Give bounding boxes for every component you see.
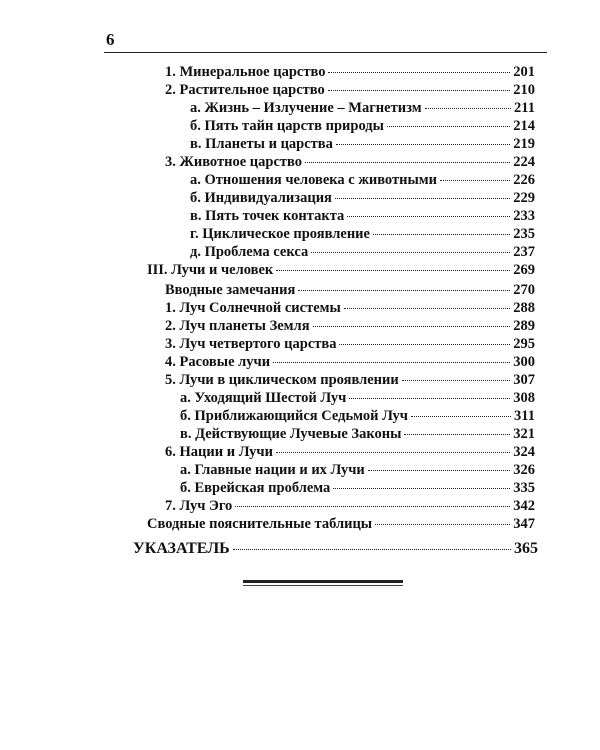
toc-entry-page: 224 <box>513 154 535 170</box>
toc-entry <box>190 172 535 190</box>
toc-entry-page: 289 <box>513 318 535 334</box>
toc-entry <box>190 244 535 262</box>
toc-entry-title: б. Еврейская проблема <box>180 480 331 496</box>
toc-entry-page: 214 <box>513 118 535 134</box>
dot-leader <box>344 308 510 309</box>
toc-entry-page: 342 <box>513 498 535 514</box>
toc-entry-page: 308 <box>513 390 535 406</box>
toc-index-entry <box>133 540 538 558</box>
toc-entry-title: а. Отношения человека с животными <box>190 172 438 188</box>
toc-entry-title: 3. Животное царство <box>165 154 302 170</box>
toc-entry <box>165 300 535 318</box>
toc-entry-title: г. Циклическое проявление <box>190 226 370 242</box>
toc-entry <box>190 190 535 208</box>
dot-leader <box>276 270 510 271</box>
toc-entry <box>180 390 535 408</box>
toc-entry <box>165 154 535 172</box>
dot-leader <box>347 216 510 217</box>
toc-entry <box>180 426 535 444</box>
toc-entry-title: 3. Луч четвертого царства <box>165 336 337 352</box>
toc-entry-page: 233 <box>513 208 535 224</box>
dot-leader <box>335 198 510 199</box>
toc-entry-page: 288 <box>513 300 535 316</box>
dot-leader <box>375 524 510 525</box>
toc-entry <box>147 516 535 534</box>
dot-leader <box>235 506 510 507</box>
toc-entry-title: б. Приближающийся Седьмой Луч <box>180 408 408 424</box>
toc-entry-page: 226 <box>513 172 535 188</box>
toc-entry-page: 307 <box>513 372 535 388</box>
toc-entry-title: 4. Расовые лучи <box>165 354 271 370</box>
dot-leader <box>402 380 511 381</box>
toc-entry <box>165 354 535 372</box>
dot-leader <box>404 434 510 435</box>
dot-leader <box>336 144 510 145</box>
toc-entry <box>165 336 535 354</box>
toc-entry <box>190 100 535 118</box>
dot-leader <box>387 126 510 127</box>
toc-entry-page: 295 <box>513 336 535 352</box>
dot-leader <box>305 162 510 163</box>
toc-entry-title: III. Лучи и человек <box>147 262 274 278</box>
toc-entry-page: 335 <box>513 480 535 496</box>
toc-entry-page: 365 <box>514 540 538 557</box>
end-divider-thin <box>243 585 403 586</box>
toc-entry-title: а. Жизнь – Излучение – Магнетизм <box>190 100 422 116</box>
toc-entry-page: 229 <box>513 190 535 206</box>
toc-entry-title: в. Пять точек контакта <box>190 208 345 224</box>
toc-entry-page: 347 <box>513 516 535 532</box>
toc-entry <box>165 282 535 300</box>
toc-entry <box>165 82 535 100</box>
toc-entry-page: 326 <box>513 462 535 478</box>
dot-leader <box>298 290 510 291</box>
toc-entry <box>180 408 535 426</box>
page-number: 6 <box>106 30 115 49</box>
toc-entry <box>180 480 535 498</box>
dot-leader <box>233 549 511 550</box>
toc-entry <box>190 208 535 226</box>
toc-entry-title: Вводные замечания <box>165 282 296 298</box>
toc-entry-page: 211 <box>514 100 535 116</box>
toc-entry-page: 269 <box>513 262 535 278</box>
toc-entry-page: 210 <box>513 82 535 98</box>
toc-entry-title: УКАЗАТЕЛЬ <box>133 540 230 557</box>
dot-leader <box>313 326 511 327</box>
toc-entry <box>165 444 535 462</box>
dot-leader <box>273 362 510 363</box>
header-rule <box>104 52 547 53</box>
toc-entry-page: 201 <box>513 64 535 80</box>
toc-entry-page: 311 <box>514 408 535 424</box>
toc-entry <box>190 136 535 154</box>
end-divider <box>243 580 403 583</box>
toc-entry-title: в. Действующие Лучевые Законы <box>180 426 402 442</box>
toc-entry <box>180 462 535 480</box>
toc-entry-title: 6. Нации и Лучи <box>165 444 273 460</box>
toc-entry-page: 237 <box>513 244 535 260</box>
toc-entry-title: в. Планеты и царства <box>190 136 333 152</box>
dot-leader <box>276 452 510 453</box>
dot-leader <box>339 344 510 345</box>
toc-entry-title: 2. Растительное царство <box>165 82 325 98</box>
toc-entry-title: 1. Луч Солнечной системы <box>165 300 341 316</box>
toc-entry-title: б. Пять тайн царств природы <box>190 118 384 134</box>
dot-leader <box>368 470 510 471</box>
dot-leader <box>373 234 510 235</box>
dot-leader <box>411 416 511 417</box>
toc-entry-title: 1. Минеральное царство <box>165 64 326 80</box>
dot-leader <box>425 108 511 109</box>
toc-entry <box>165 372 535 390</box>
dot-leader <box>440 180 510 181</box>
toc-entry-page: 300 <box>513 354 535 370</box>
toc-entry <box>190 118 535 136</box>
toc-entry <box>165 318 535 336</box>
toc-entry-title: 2. Луч планеты Земля <box>165 318 310 334</box>
toc-entry-title: а. Уходящий Шестой Луч <box>180 390 347 406</box>
toc-entry <box>147 262 535 280</box>
toc-entry-title: б. Индивидуализация <box>190 190 332 206</box>
dot-leader <box>349 398 510 399</box>
toc-entry-title: а. Главные нации и их Лучи <box>180 462 365 478</box>
toc-entry <box>190 226 535 244</box>
toc-entry-page: 270 <box>513 282 535 298</box>
toc-entry-page: 324 <box>513 444 535 460</box>
toc-entry <box>165 498 535 516</box>
toc-entry-page: 219 <box>513 136 535 152</box>
toc-entry-page: 235 <box>513 226 535 242</box>
toc-entry-title: 5. Лучи в циклическом проявлении <box>165 372 399 388</box>
dot-leader <box>328 90 510 91</box>
toc-entry-title: Сводные пояснительные таблицы <box>147 516 373 532</box>
toc-entry-title: д. Проблема секса <box>190 244 309 260</box>
dot-leader <box>328 72 510 73</box>
toc-entry-title: 7. Луч Эго <box>165 498 233 514</box>
toc-entry-page: 321 <box>513 426 535 442</box>
toc-entry <box>165 64 535 82</box>
dot-leader <box>311 252 510 253</box>
dot-leader <box>333 488 510 489</box>
